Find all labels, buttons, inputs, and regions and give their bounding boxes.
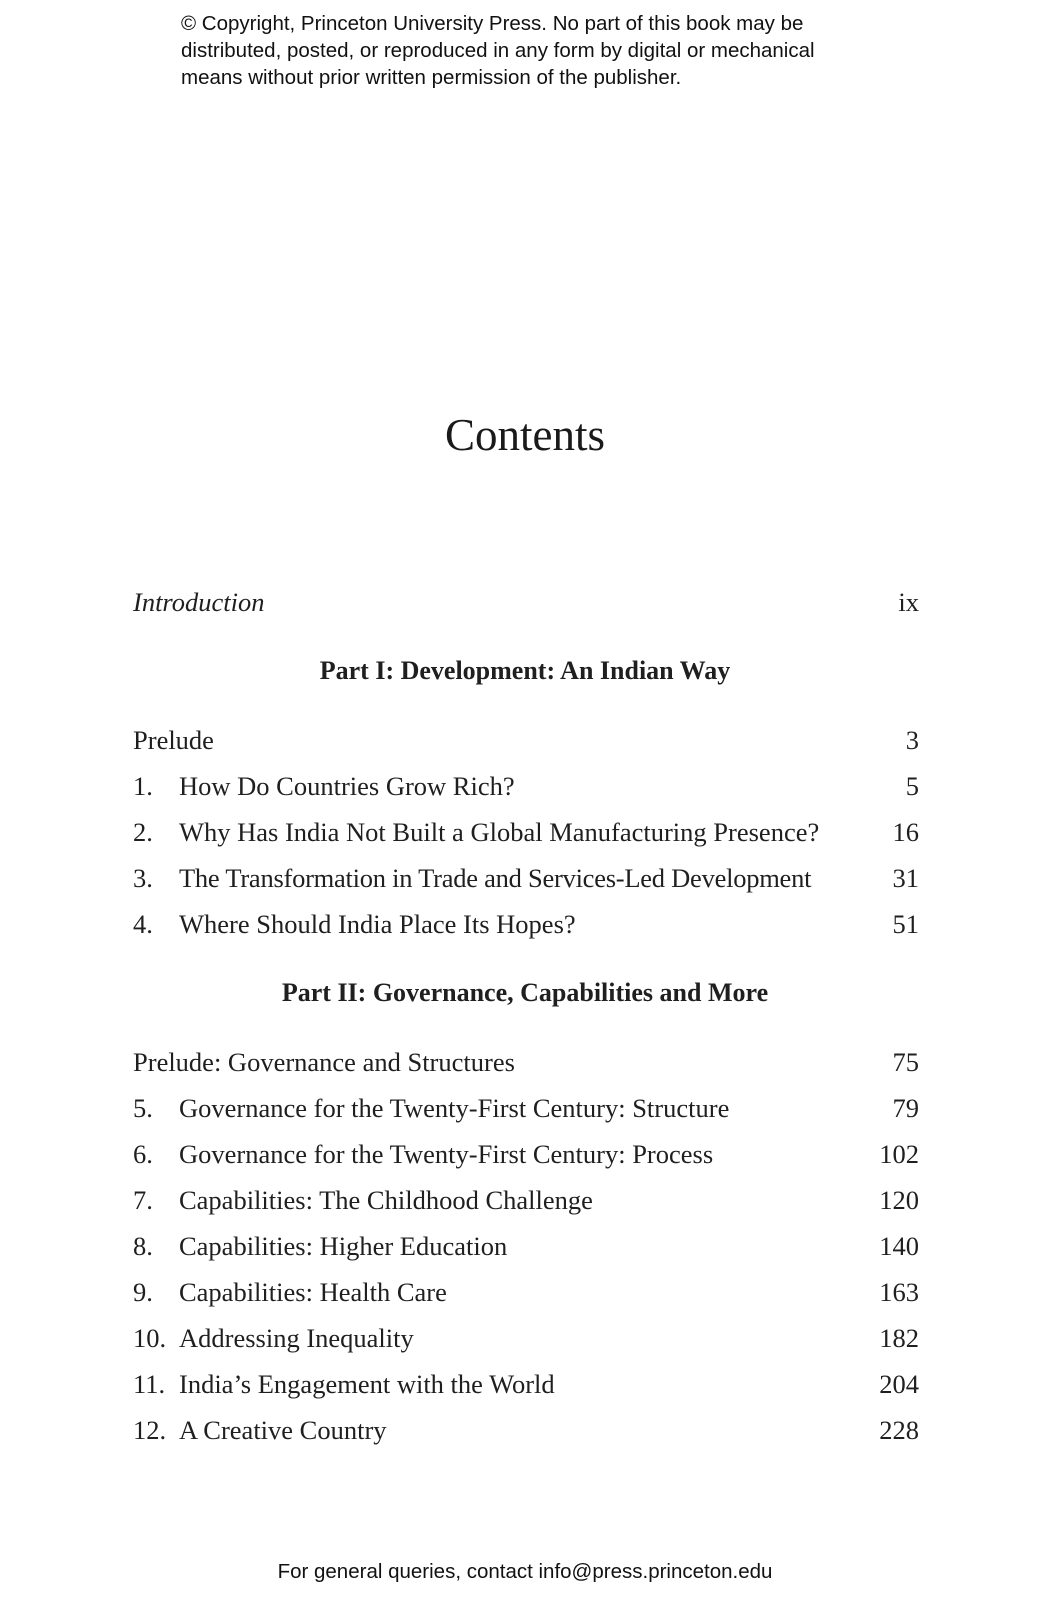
chapter-number: 4. (133, 909, 153, 939)
copyright-line: © Copyright, Princeton University Press. No part of this book may be (181, 12, 804, 35)
toc-entry-label: The Transformation in Trade and Services-Led Development (179, 863, 812, 893)
toc-entry-chapter[interactable] (133, 1136, 919, 1172)
toc-entry-prelude[interactable] (133, 1044, 919, 1080)
toc-entry-chapter[interactable] (133, 906, 919, 942)
chapter-number: 8. (133, 1231, 153, 1261)
chapter-number: 9. (133, 1277, 153, 1307)
footer-contact: For general queries, contact info@press.princeton.edu (277, 1560, 773, 1583)
toc-page-number: ix (898, 587, 919, 617)
toc-page-number: 120 (879, 1185, 919, 1215)
chapter-number: 11. (133, 1369, 166, 1399)
toc-entry-label: Capabilities: Higher Education (179, 1231, 508, 1261)
toc-page-number: 75 (892, 1047, 919, 1077)
toc-entry-label: Governance for the Twenty-First Century: Process (179, 1139, 714, 1169)
chapter-number: 1. (133, 771, 153, 801)
toc-page-number: 16 (892, 817, 919, 847)
copyright-line: means without prior written permission of the publisher. (181, 66, 682, 89)
toc-entry-label: Introduction (133, 587, 265, 617)
part-heading: Part I: Development: An Indian Way (319, 656, 731, 685)
toc-entry-label: How Do Countries Grow Rich? (179, 771, 515, 801)
chapter-number: 2. (133, 817, 153, 847)
toc-entry-chapter[interactable] (133, 1412, 919, 1448)
chapter-number: 6. (133, 1139, 153, 1169)
part-heading: Part II: Governance, Capabilities and More (281, 978, 769, 1007)
toc-page-number: 140 (879, 1231, 919, 1261)
toc-entry-chapter[interactable] (133, 1320, 919, 1356)
chapter-number: 10. (133, 1323, 167, 1353)
chapter-number: 3. (133, 863, 153, 893)
toc-page-number: 204 (879, 1369, 919, 1399)
toc-page-number: 163 (879, 1277, 919, 1307)
toc-entry-introduction[interactable] (133, 584, 919, 620)
toc-entry-label: A Creative Country (179, 1415, 387, 1445)
toc-entry-label: Governance for the Twenty-First Century: Structure (179, 1093, 730, 1123)
chapter-number: 5. (133, 1093, 153, 1123)
toc-entry-label: Why Has India Not Built a Global Manufacturing Presence? (179, 817, 820, 847)
toc-entry-label: Capabilities: The Childhood Challenge (179, 1185, 593, 1215)
toc-entry-chapter[interactable] (133, 814, 919, 850)
chapter-number: 12. (133, 1415, 167, 1445)
toc-entry-chapter[interactable] (133, 860, 919, 896)
copyright-line: distributed, posted, or reproduced in any form by digital or mechanical (181, 39, 815, 62)
toc-entry-chapter[interactable] (133, 1274, 919, 1310)
toc-page-number: 31 (892, 863, 919, 893)
copyright-notice (181, 10, 901, 91)
toc-entry-label: Prelude (133, 725, 214, 755)
toc-entry-chapter[interactable] (133, 768, 919, 804)
page-title: Contents (444, 410, 605, 460)
toc-page-number: 79 (892, 1093, 919, 1123)
toc-page-number: 182 (879, 1323, 919, 1353)
toc-entry-label: Capabilities: Health Care (179, 1277, 447, 1307)
toc-entry-chapter[interactable] (133, 1228, 919, 1264)
toc-page-number: 102 (879, 1139, 919, 1169)
toc-entry-label: Addressing Inequality (179, 1323, 414, 1353)
toc-entry-label: Where Should India Place Its Hopes? (179, 909, 576, 939)
toc-page-number: 3 (905, 725, 919, 755)
toc-page-number: 51 (892, 909, 919, 939)
toc-entry-label: Prelude: Governance and Structures (133, 1047, 515, 1077)
chapter-number: 7. (133, 1185, 153, 1215)
toc-entry-chapter[interactable] (133, 1366, 919, 1402)
toc-entry-chapter[interactable] (133, 1090, 919, 1126)
toc-entry-label: India’s Engagement with the World (179, 1369, 555, 1399)
toc-page-number: 5 (905, 771, 919, 801)
toc-page-number: 228 (879, 1415, 919, 1445)
toc-entry-prelude[interactable] (133, 722, 919, 758)
toc-entry-chapter[interactable] (133, 1182, 919, 1218)
